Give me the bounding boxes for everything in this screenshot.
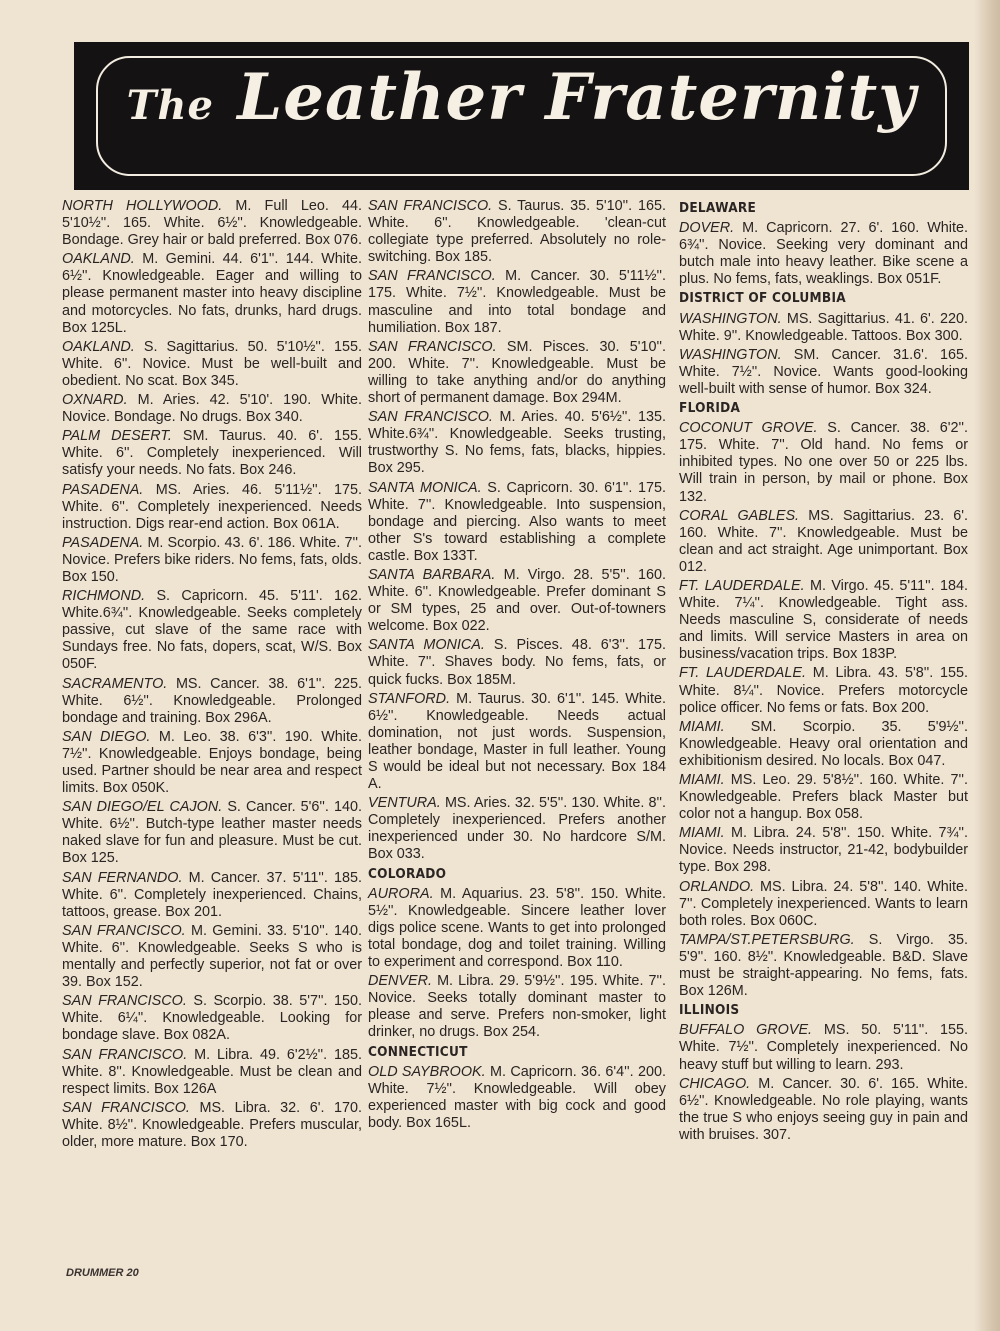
classified-ad bbox=[368, 480, 666, 565]
ad-city: SAN FRANCISCO. bbox=[368, 268, 496, 285]
classified-ad bbox=[679, 420, 968, 505]
classified-ad bbox=[62, 923, 362, 991]
classified-ad bbox=[368, 198, 666, 266]
ad-text: MS. Libra. 32. 6'. 170. White. 8½''. Knowledgeable. Prefers muscular, older, more mature. Box 170. bbox=[62, 1099, 362, 1150]
ad-text: M. Capricorn. 36. 6'4''. 200. White. 7½''. Knowledgeable. Will obey experienced master with big cock and good body. Box 165L. bbox=[368, 1063, 667, 1131]
ad-city: SAN FRANCISCO. bbox=[62, 1046, 188, 1063]
ad-text: S. Sagittarius. 50. 5'10½''. 155. White. 6''. Novice. Must be well-built and obedient. No scat. Box 345. bbox=[62, 338, 363, 389]
classified-ad bbox=[368, 795, 666, 863]
classified-ad bbox=[62, 535, 362, 586]
classified-ad bbox=[368, 637, 666, 688]
ad-city: DENVER. bbox=[368, 973, 432, 990]
ad-text: M. Leo. 38. 6'3''. 190. White. 7½''. Knowledgeable. Enjoys bondage, being used. Partner should be near area and respect limits. Box 050K. bbox=[62, 728, 362, 797]
classified-ad bbox=[679, 665, 968, 716]
ad-city: FT. LAUDERDALE. bbox=[679, 577, 805, 594]
ad-text: M. Virgo. 45. 5'11''. 184. White. 7¼''. Knowledgeable. Tight ass. Needs masculine S, considerate of needs and limits. Will service Masters in area on business/vacation trips. Box 183P. bbox=[679, 577, 968, 663]
classified-ad bbox=[368, 268, 666, 336]
classified-ad bbox=[62, 251, 362, 336]
ad-city: PASADENA. bbox=[62, 481, 144, 498]
ad-text: MS. Sagittarius. 23. 6'. 160. White. 7''. Knowledgeable. Must be clean and act straight. Age unimportant. Box 012. bbox=[679, 507, 968, 575]
ad-city: ORLANDO. bbox=[679, 878, 755, 895]
ad-city: SAN FRANCISCO. bbox=[368, 409, 493, 426]
state-heading: DELAWARE bbox=[679, 200, 757, 216]
classified-ad bbox=[368, 567, 666, 635]
ad-text: MS. Aries. 46. 5'11½''. 175. White. 6''. Completely inexperienced. Needs instruction. Digs rear-end action. Box 061A. bbox=[62, 481, 363, 532]
ad-text: S. Cancer. 5'6''. 140. White. 6½''. Butch-type leather master needs naked slave for fun and pleasure. Must be cut. Box 125. bbox=[62, 799, 362, 867]
title-banner bbox=[74, 42, 969, 190]
ad-text: M. Libra. 29. 5'9½''. 195. White. 7''. Novice. Seeks totally dominant master to please and serve. Prefers non-smoker, light drinker, no drugs. Box 254. bbox=[368, 973, 667, 1041]
ad-text: MS. Aries. 32. 5'5''. 130. White. 8''. Completely inexperienced. Prefers another inexperienced under 30. No hardcore S/M. Box 033. bbox=[368, 795, 667, 863]
ad-city: WASHINGTON. bbox=[679, 346, 782, 363]
classified-ad bbox=[368, 339, 666, 407]
classified-ad bbox=[62, 392, 362, 426]
classified-ad bbox=[679, 719, 968, 770]
classified-ad bbox=[62, 1047, 362, 1098]
ad-city: SACRAMENTO. bbox=[62, 675, 168, 692]
classified-ad bbox=[679, 578, 968, 663]
classified-ad bbox=[62, 729, 362, 797]
ad-text: SM. Cancer. 31.6'. 165. White. 7½''. Novice. Wants good-looking well-built with sense of humor. Box 324. bbox=[679, 346, 968, 397]
classified-ad bbox=[62, 428, 362, 479]
ad-city: OAKLAND. bbox=[62, 251, 135, 268]
ad-city: MIAMI. bbox=[679, 718, 725, 735]
ad-city: AURORA. bbox=[368, 885, 434, 902]
ad-city: MIAMI. bbox=[679, 772, 725, 788]
state-heading: ILLINOIS bbox=[679, 1002, 740, 1019]
title-main: Leather Fraternity bbox=[237, 60, 917, 135]
ad-text: M. Libra. 24. 5'8''. 150. White. 7¾''. Novice. Needs instructor, 21-42, bodybuilder type. Box 298. bbox=[679, 825, 969, 876]
ad-text: S. Pisces. 48. 6'3''. 175. White. 7''. Shaves body. No fems, fats, or quick fucks. Box 185M. bbox=[368, 637, 667, 688]
classified-ad bbox=[62, 870, 362, 921]
classified-ad bbox=[62, 339, 362, 390]
title-prefix: The bbox=[126, 82, 214, 129]
classified-ad bbox=[62, 1100, 362, 1151]
classified-ad bbox=[679, 347, 968, 398]
ad-city: MIAMI. bbox=[679, 825, 725, 842]
classified-ad bbox=[679, 1022, 968, 1073]
ad-city: BUFFALO GROVE. bbox=[679, 1022, 813, 1039]
classified-ad bbox=[679, 772, 968, 823]
ad-city: RICHMOND. bbox=[62, 588, 146, 605]
ad-text: M. Taurus. 30. 6'1''. 145. White. 6½''. Knowledgeable. Needs actual domination, not just words. Suspension, leather bondage, Master in full leather. Young S would be ideal but not necessary. Box 184 A. bbox=[368, 690, 667, 793]
ad-text: M. Cancer. 30. 5'11½''. 175. White. 7½''. Knowledgeable. Must be masculine and into total bondage and humiliation. Box 187. bbox=[368, 268, 667, 336]
state-heading: DISTRICT OF COLUMBIA bbox=[679, 290, 846, 307]
ad-city: STANFORD. bbox=[368, 690, 451, 707]
ad-city: SAN DIEGO/EL CAJON. bbox=[62, 799, 223, 816]
ad-city: SAN FRANCISCO. bbox=[62, 993, 187, 1010]
classified-ad bbox=[679, 311, 968, 345]
classified-ad bbox=[679, 1076, 968, 1144]
ad-city: SAN FRANCISCO. bbox=[368, 198, 493, 214]
classified-ad bbox=[62, 198, 362, 249]
classified-ad bbox=[679, 508, 968, 576]
ad-city: SAN FRANCISCO. bbox=[62, 1099, 190, 1116]
state-heading: CONNECTICUT bbox=[368, 1043, 468, 1060]
column-1 bbox=[62, 198, 362, 1153]
classified-ad bbox=[62, 799, 362, 867]
ad-city: OLD SAYBROOK. bbox=[368, 1063, 486, 1080]
ad-city: SANTA MONICA. bbox=[368, 479, 482, 496]
ad-city: SAN DIEGO. bbox=[62, 728, 151, 745]
ad-city: PASADENA. bbox=[62, 534, 144, 551]
ad-text: SM. Pisces. 30. 5'10''. 200. White. 7''. Knowledgeable. Must be willing to take anything and/or do anything short of permanent damage. Box 294M. bbox=[368, 338, 667, 407]
ad-text: S. Scorpio. 38. 5'7''. 150. White. 6¼''. Knowledgeable. Looking for bondage slave. Box 082A. bbox=[62, 993, 362, 1044]
ad-city: TAMPA/ST.PETERSBURG. bbox=[679, 931, 855, 948]
ad-city: NORTH HOLLYWOOD. bbox=[62, 198, 223, 214]
ad-city: PALM DESERT. bbox=[62, 428, 172, 445]
classified-ad bbox=[368, 691, 666, 794]
ad-city: SANTA MONICA. bbox=[368, 637, 485, 654]
ad-city: OAKLAND. bbox=[62, 338, 135, 355]
ad-city: CHICAGO. bbox=[679, 1075, 751, 1092]
classified-ad bbox=[368, 409, 666, 477]
ad-text: S. Virgo. 35. 5'9''. 160. 8½''. Knowledgeable. B&D. Slave must be straight-appearing. No fems, fats. Box 126M. bbox=[679, 931, 968, 1000]
column-2 bbox=[368, 198, 666, 1134]
ad-text: M. Libra. 43. 5'8''. 155. White. 8¼''. Novice. Prefers motorcycle police officer. No fems or fats. Box 200. bbox=[679, 665, 968, 716]
ad-text: M. Scorpio. 43. 6'. 186. White. 7''. Novice. Prefers bike riders. No fems, fats, olds. Box 150. bbox=[62, 534, 362, 585]
state-heading: COLORADO bbox=[368, 865, 447, 882]
classified-ad bbox=[62, 588, 362, 673]
ad-text: M. Virgo. 28. 5'5''. 160. White. 6''. Knowledgeable. Prefer dominant S or SM types, 25 and over. Out-of-towners welcome. Box 022. bbox=[368, 566, 667, 635]
ad-text: M. Full Leo. 44. 5'10½''. 165. White. 6½''. Knowledgeable. Bondage. Grey hair or bald preferred. Box 076. bbox=[62, 198, 362, 249]
classified-ad bbox=[368, 973, 666, 1041]
page-title bbox=[74, 60, 969, 135]
ad-text: S. Cancer. 38. 6'2''. 175. White. 7''. Old hand. No fems or inhibited types. No one over 50 or 225 lbs. Will train in person, by mail or phone. Box 132. bbox=[679, 420, 968, 505]
ad-city: WASHINGTON. bbox=[679, 310, 782, 327]
ad-text: MS. Libra. 24. 5'8''. 140. White. 7''. Completely inexperienced. Wants to learn both roles. Box 060C. bbox=[679, 878, 968, 929]
ad-text: S. Capricorn. 30. 6'1''. 175. White. 7''. Knowledgeable. Into suspension, bondage and piercing. Also wants to meet other S's toward establishing a complete castle. Box 133T. bbox=[368, 479, 667, 564]
ad-text: M. Aquarius. 23. 5'8''. 150. White. 5½''. Knowledgeable. Sincere leather lover digs police scene. Wants to get into prolonged total bondage, dog and toilet training. Willing to experiment and correspond. Box 110. bbox=[368, 885, 667, 971]
page-footer: DRUMMER 20 bbox=[66, 1267, 139, 1279]
ad-text: M. Cancer. 37. 5'11''. 185. White. 6''. Completely inexperienced. Chains, tattoos, grease. Box 201. bbox=[62, 869, 362, 920]
ad-text: MS. Leo. 29. 5'8½''. 160. White. 7''. Knowledgeable. Prefers black Master but color not a hangup. Box 058. bbox=[679, 772, 969, 823]
classified-ad bbox=[679, 879, 968, 930]
ad-text: MS. Sagittarius. 41. 6'. 220. White. 9''. Knowledgeable. Tattoos. Box 300. bbox=[679, 310, 969, 344]
classified-ad bbox=[679, 825, 968, 876]
classified-ad bbox=[679, 932, 968, 1000]
ad-city: FT. LAUDERDALE. bbox=[679, 665, 806, 682]
ad-text: M. Libra. 49. 6'2½''. 185. White. 8''. Knowledgeable. Must be clean and respect limits. Box 126A bbox=[62, 1046, 362, 1097]
ad-text: S. Taurus. 35. 5'10''. 165. White. 6''. Knowledgeable. 'clean-cut collegiate type preferred. Absolutely no role-switching. Box 185. bbox=[368, 198, 666, 266]
classified-ad bbox=[62, 676, 362, 727]
ad-text: SM. Scorpio. 35. 5'9½''. Knowledgeable. Heavy oral orientation and exhibitionism desired. No locals. Box 047. bbox=[679, 718, 969, 769]
ad-city: SAN FERNANDO. bbox=[62, 869, 183, 886]
state-heading: FLORIDA bbox=[679, 400, 741, 417]
column-3 bbox=[679, 198, 968, 1146]
ad-city: DOVER. bbox=[679, 220, 735, 237]
ad-text: S. Capricorn. 45. 5'11'. 162. White.6¾''. Knowledgeable. Seeks completely passive, cut slave of the same race with Sundays free. No fats, dopers, scat, W/S. Box 050F. bbox=[62, 588, 363, 673]
classified-ad bbox=[62, 482, 362, 533]
classified-ad bbox=[368, 1064, 666, 1132]
ad-text: SM. Taurus. 40. 6'. 155. White. 6''. Completely inexperienced. Will satisfy your needs. No fats. Box 246. bbox=[62, 428, 362, 479]
ad-text: M. Gemini. 44. 6'1''. 144. White. 6½''. Knowledgeable. Eager and willing to please permanent master into heavy discipline and motorcycles. No fats, drunks, hard drugs. Box 125L. bbox=[62, 251, 362, 336]
ad-text: M. Cancer. 30. 6'. 165. White. 6½''. Knowledgeable. No role playing, wants the true S who enjoys seeing guy in pain and with bruises. 307. bbox=[679, 1075, 968, 1143]
ad-text: M. Aries. 40. 5'6½''. 135. White.6¾''. Knowledgeable. Seeks trusting, trustworthy S. No fems, fats, blacks, hippies. Box 295. bbox=[368, 409, 666, 477]
ad-city: VENTURA. bbox=[368, 795, 441, 812]
page-spine-shadow bbox=[974, 0, 1000, 1331]
ad-text: M. Gemini. 33. 5'10''. 140. White. 6''. Knowledgeable. Seeks S who is mentally and perfectly superior, not fat or over 39. Box 152. bbox=[62, 922, 362, 991]
ad-text: MS. 50. 5'11''. 155. White. 7½''. Completely inexperienced. No heavy stuff but willing to learn. 293. bbox=[679, 1022, 968, 1073]
ad-city: CORAL GABLES. bbox=[679, 507, 800, 524]
ad-city: SANTA BARBARA. bbox=[368, 566, 496, 583]
classified-ad bbox=[368, 886, 666, 971]
ad-city: SAN FRANCISCO. bbox=[62, 922, 186, 939]
ad-text: MS. Cancer. 38. 6'1''. 225. White. 6½''. Knowledgeable. Prolonged bondage and training. Box 296A. bbox=[62, 675, 362, 726]
ad-city: OXNARD. bbox=[62, 392, 128, 409]
classified-ad bbox=[679, 220, 968, 288]
ad-text: M. Aries. 42. 5'10'. 190. White. Novice. Bondage. No drugs. Box 340. bbox=[62, 392, 362, 426]
ad-city: SAN FRANCISCO. bbox=[368, 338, 497, 355]
ad-text: M. Capricorn. 27. 6'. 160. White. 6¾''. Novice. Seeking very dominant and butch male into heavy leather. Bike scene a plus. No fems, fats, weaklings. Box 051F. bbox=[679, 220, 968, 288]
classified-ad bbox=[62, 993, 362, 1044]
ad-city: COCONUT GROVE. bbox=[679, 420, 818, 437]
